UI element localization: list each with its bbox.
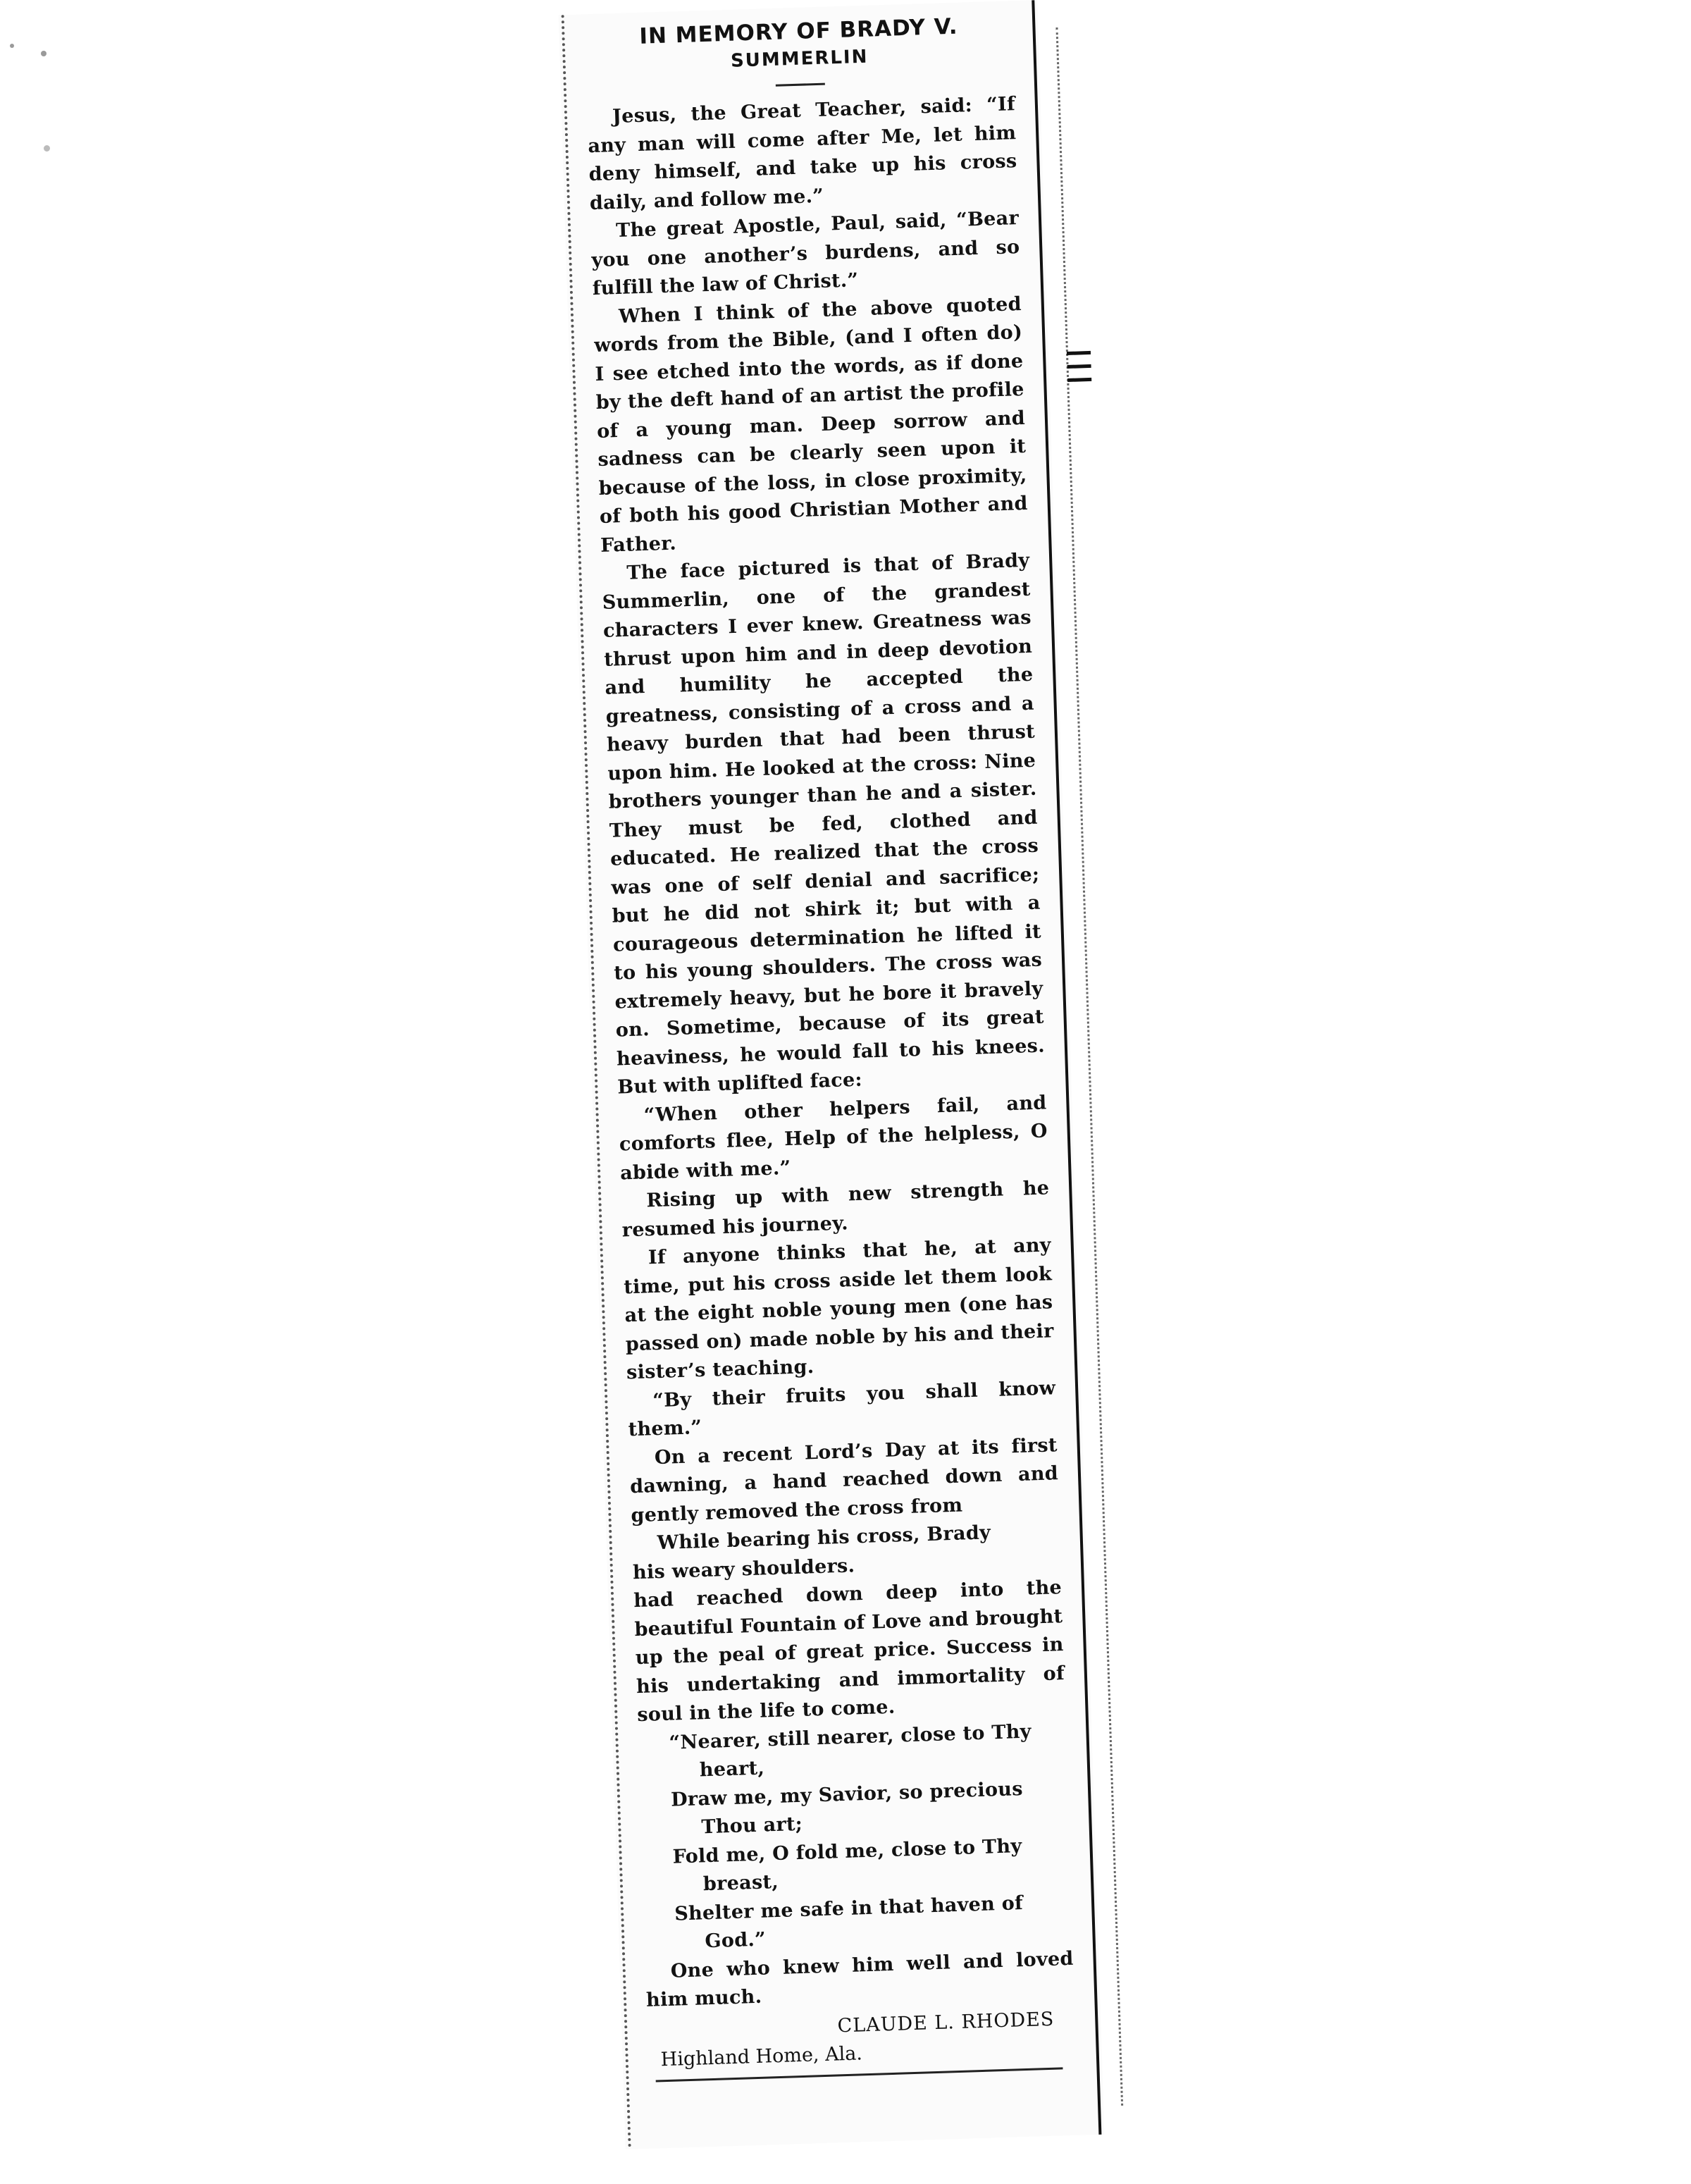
- newspaper-clipping: [559, 0, 1105, 2149]
- paragraph: Jesus, the Great Teacher, said: “If any man will come after Me, let him deny himself, and take up his cross daily, and follow me.”: [587, 93, 1017, 214]
- headline: IN MEMORY OF BRADY V.: [638, 13, 959, 49]
- memorial-article: [584, 11, 1077, 2082]
- paragraph: On a recent Lord’s Day at its first dawning, a hand reached down and gently removed the cross from: [629, 1433, 1059, 1526]
- poem-line: God.”: [705, 1928, 767, 1953]
- poem-line: breast,: [702, 1870, 779, 1896]
- dust-speck: [10, 44, 14, 48]
- poem-line: Shelter me safe in that haven of: [674, 1892, 1024, 1925]
- title-divider: [776, 83, 825, 87]
- dust-speck: [41, 51, 47, 56]
- author-signature: CLAUDE L. RHODES: [837, 2008, 1055, 2037]
- author-location: Highland Home, Ala.: [660, 2042, 863, 2071]
- subhead: SUMMERLIN: [730, 46, 869, 72]
- paragraph: had reached down deep into the beautiful Fountain of Love and brought up the peal of great price. Success in his undertaking and immortality of soul in the life to come.: [633, 1577, 1065, 1727]
- closing-line: One who knew him well and loved him much.: [645, 1947, 1074, 2011]
- article-body: [587, 90, 1075, 2015]
- poem-line: Fold me, O fold me, close to Thy: [672, 1834, 1022, 1868]
- poem-line: heart,: [699, 1757, 765, 1782]
- paragraph: his weary shoulders.: [632, 1554, 855, 1584]
- paragraph: When I think of the above quoted words from the Bible, (and I often do) I see etched into the words, as if done by the deft hand of an artist the profile of a young man. Deep sorrow and sadness can be clearly seen upon it because of the loss, in close proximity, of both his good Christian Mother and Father.: [593, 292, 1029, 557]
- paragraph: If anyone thinks that he, at any time, put his cross aside let them look at the eight noble young men (one has passed on) made noble by his and their sister’s teaching.: [623, 1234, 1055, 1384]
- gutter-marks: [1067, 351, 1092, 392]
- poem-line: Draw me, my Savior, so precious: [670, 1777, 1024, 1811]
- poem-line: “Nearer, still nearer, close to Thy: [669, 1720, 1032, 1754]
- paragraph: The great Apostle, Paul, said, “Bear you one another’s burdens, and so fulfill the law of Christ.”: [591, 207, 1020, 300]
- paragraph: “When other helpers fail, and comforts flee, Help of the helpless, O abide with me.”: [619, 1091, 1048, 1184]
- paragraph: The face pictured is that of Brady Summerlin, one of the grandest characters I ever knew. Greatness was thrust upon him and in deep devotion and humility he accepted the greatness, consisting of a cross and a heavy burden that had been thrust upon him. He looked at the cross: Nine brothers younger than he and a sister. They must be fed, clothed and educated. He realized that the cross was one of self denial and sacrifice; but he did not shirk it; but with a courageous determination he lifted it to his young shoulders. The cross was extremely heavy, but he bore it bravely on. Sometime, because of its great heaviness, he would fall to his knees. But with uplifted face:: [602, 549, 1046, 1099]
- poem-line: Thou art;: [700, 1813, 803, 1839]
- paragraph: While bearing his cross, Brady: [657, 1522, 991, 1555]
- paragraph: Rising up with new strength he resumed his journey.: [621, 1177, 1050, 1241]
- paragraph: “By their fruits you shall know them.”: [628, 1376, 1056, 1441]
- dust-speck: [44, 145, 50, 152]
